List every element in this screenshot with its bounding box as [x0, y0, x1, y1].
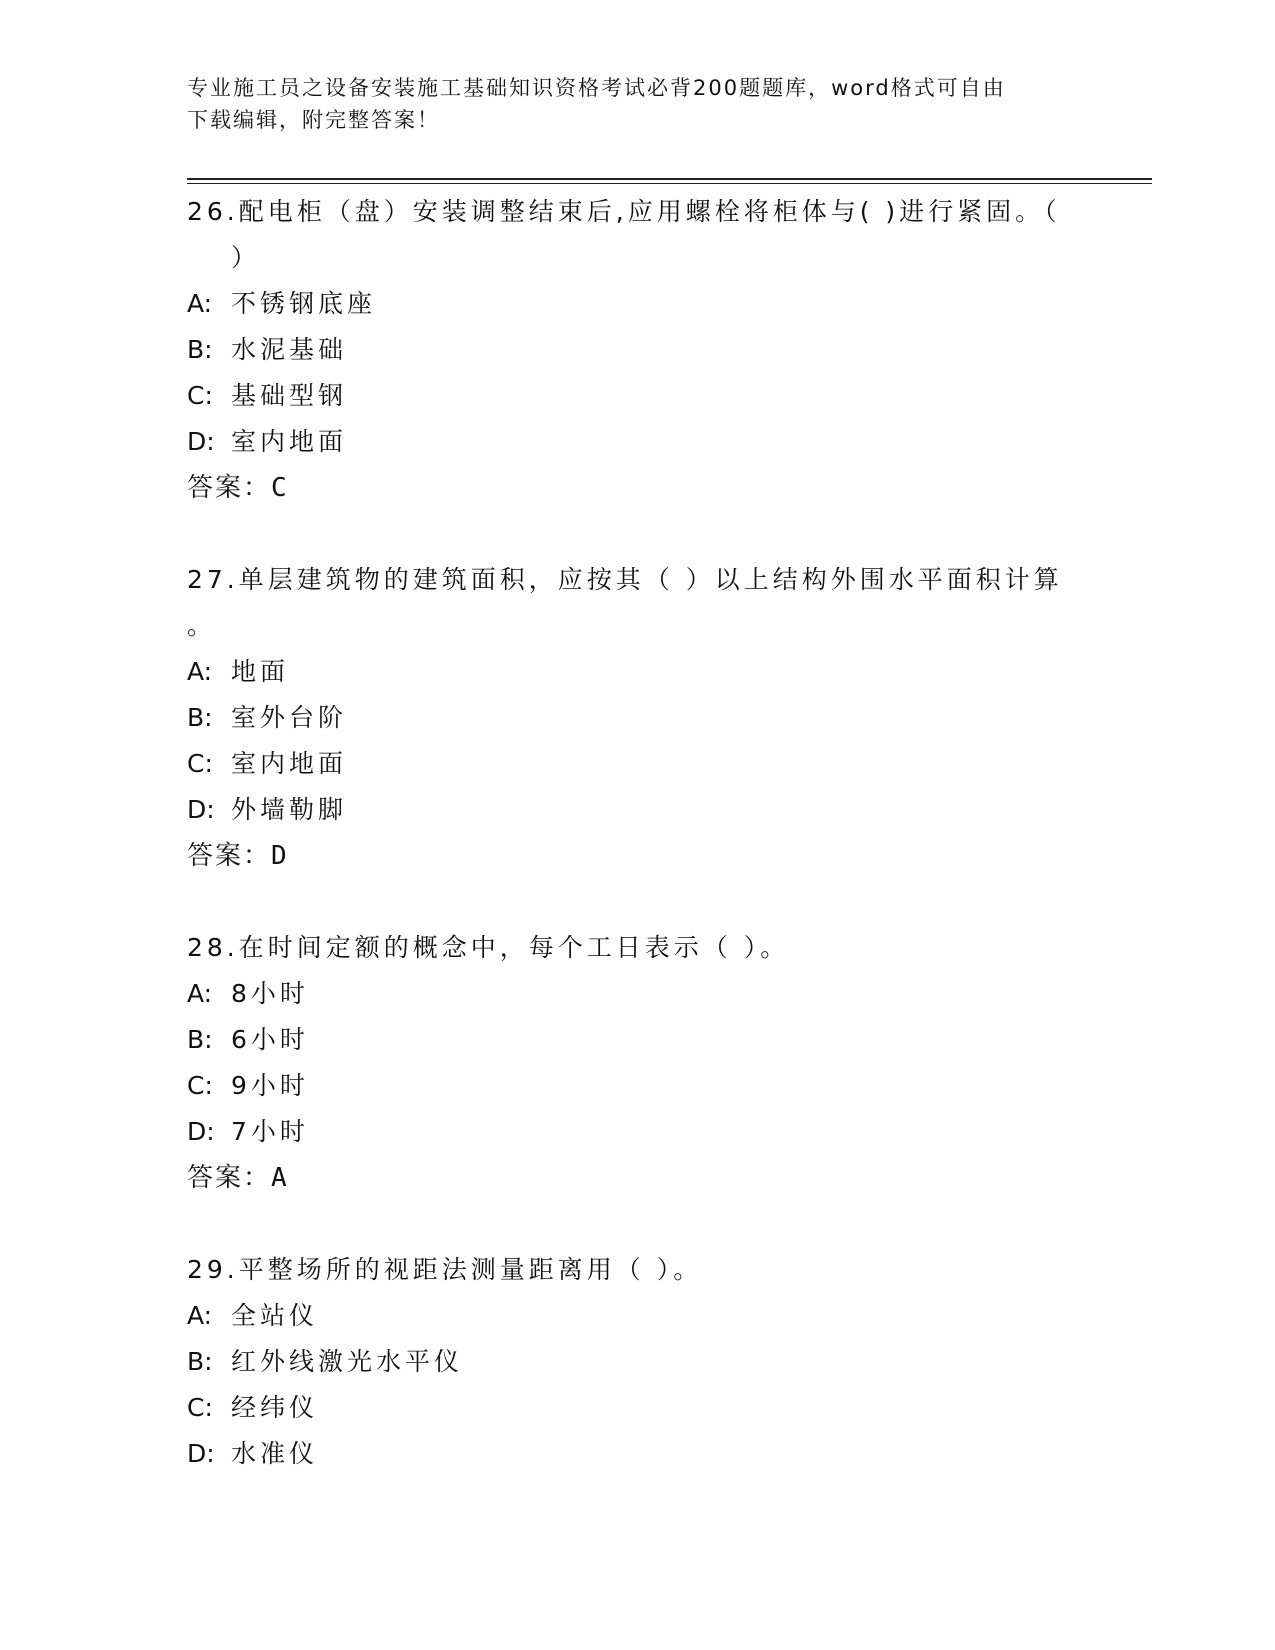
question-number: 26.: [187, 197, 239, 226]
question-28: [187, 925, 1067, 1201]
option-letter: A:: [187, 657, 213, 686]
answer-value: D: [271, 841, 289, 871]
option-letter: B:: [187, 1347, 213, 1376]
question-text: [187, 1247, 1067, 1293]
option-text: 水泥基础: [231, 335, 348, 364]
option-letter: A:: [187, 1301, 213, 1330]
option-text: 7小时: [231, 1117, 309, 1146]
question-stem: 在时间定额的概念中，每个工日表示（ ）。: [238, 933, 790, 962]
answer-value: A: [271, 1163, 289, 1193]
option-text: 经纬仪: [231, 1393, 319, 1422]
option-b: [187, 1017, 1067, 1063]
option-c: [187, 373, 1067, 419]
option-a: [187, 971, 1067, 1017]
question-text: [187, 557, 1067, 649]
option-d: [187, 787, 1067, 833]
option-text: 9小时: [231, 1071, 309, 1100]
option-letter: D:: [187, 1117, 215, 1146]
option-text: 室内地面: [231, 749, 348, 778]
option-text: 基础型钢: [231, 381, 348, 410]
option-letter: D:: [187, 795, 215, 824]
option-c: [187, 1385, 1067, 1431]
answer-line: [187, 833, 1067, 879]
option-letter: B:: [187, 335, 213, 364]
header-line-1: 专业施工员之设备安装施工基础知识资格考试必背200题题库，word格式可自由: [187, 76, 1006, 100]
option-text: 不锈钢底座: [231, 289, 377, 318]
option-letter: C:: [187, 749, 213, 778]
option-letter: A:: [187, 289, 213, 318]
option-letter: B:: [187, 1025, 213, 1054]
option-c: [187, 1063, 1067, 1109]
header-divider-thick: [187, 178, 1152, 180]
option-text: 室外台阶: [231, 703, 348, 732]
option-b: [187, 695, 1067, 741]
question-list: [187, 189, 1067, 1523]
answer-line: [187, 1155, 1067, 1201]
option-a: [187, 281, 1067, 327]
option-b: [187, 1339, 1067, 1385]
answer-value: C: [271, 473, 289, 503]
question-stem: 配电柜（盘）安装调整结束后,应用螺栓将柜体与( )进行紧固。（: [238, 197, 1061, 226]
option-text: 水准仪: [231, 1439, 319, 1468]
option-text: 8小时: [231, 979, 309, 1008]
option-text: 室内地面: [231, 427, 348, 456]
option-letter: B:: [187, 703, 213, 732]
question-stem-continued: ）: [231, 243, 261, 272]
option-letter: C:: [187, 1393, 213, 1422]
answer-line: [187, 465, 1067, 511]
option-d: [187, 1109, 1067, 1155]
option-d: [187, 1431, 1067, 1477]
answer-label: 答案：: [187, 473, 272, 503]
question-27: [187, 557, 1067, 879]
question-number: 28.: [187, 933, 239, 962]
option-a: [187, 1293, 1067, 1339]
option-a: [187, 649, 1067, 695]
option-letter: D:: [187, 1439, 215, 1468]
option-b: [187, 327, 1067, 373]
question-text: [187, 925, 1067, 971]
option-letter: C:: [187, 1071, 213, 1100]
question-29: [187, 1247, 1067, 1477]
question-number: 27.: [187, 565, 239, 594]
question-number: 29.: [187, 1255, 239, 1284]
option-text: 地面: [231, 657, 290, 686]
option-text: 红外线激光水平仪: [231, 1347, 464, 1376]
header-divider-thin: [187, 183, 1152, 184]
option-d: [187, 419, 1067, 465]
question-26: [187, 189, 1067, 511]
question-stem: 平整场所的视距法测量距离用（ ）。: [238, 1255, 703, 1284]
option-letter: C:: [187, 381, 213, 410]
question-stem: 单层建筑物的建筑面积，应按其（ ）以上结构外围水平面积计算: [238, 565, 1063, 594]
option-c: [187, 741, 1067, 787]
answer-label: 答案：: [187, 841, 272, 871]
document-header: [187, 72, 1087, 136]
option-letter: D:: [187, 427, 215, 456]
option-text: 全站仪: [231, 1301, 319, 1330]
option-text: 外墙勒脚: [231, 795, 348, 824]
header-line-2: 下载编辑，附完整答案！: [187, 108, 440, 132]
option-text: 6小时: [231, 1025, 309, 1054]
question-text: [187, 189, 1067, 281]
question-stem-continued: 。: [187, 611, 217, 640]
option-letter: A:: [187, 979, 213, 1008]
answer-label: 答案：: [187, 1163, 272, 1193]
